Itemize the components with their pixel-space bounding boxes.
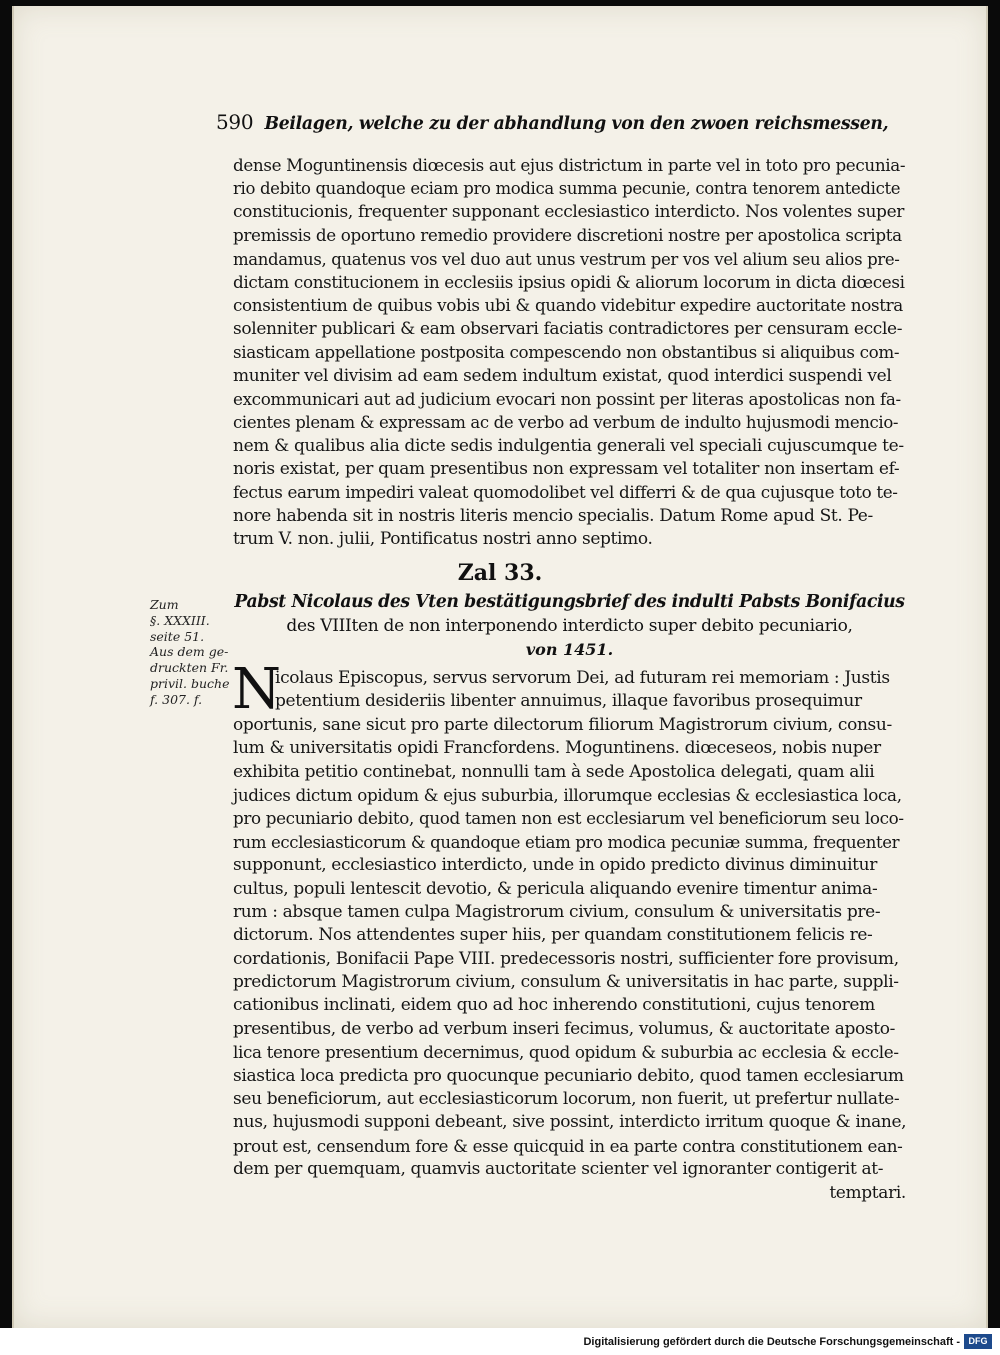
text-line: supponunt, ecclesiastico interdicto, unde in opido predicto divinus diminuitur — [233, 855, 878, 876]
text-line: cationibus inclinati, eidem quo ad hoc inherendo constitutioni, cujus tenorem — [233, 995, 875, 1016]
text-line: excommunicari aut ad judicium evocari non possint per literas apostolicas non fa- — [233, 388, 901, 409]
text-line: solenniter publicari & eam observari faciatis contradictores per censuram eccle- — [233, 318, 903, 339]
page-right-edge — [986, 6, 988, 1328]
margin-note — [150, 597, 234, 708]
text-line: nem & qualibus alia dicte sedis indulgentia generali vel speciali cujuscumque te- — [233, 435, 904, 456]
text-line: temptari. — [829, 1182, 906, 1203]
running-header — [216, 110, 896, 134]
text-line: seu beneficiorum, aut ecclesiasticorum locorum, non fuerit, ut prefertur nullate- — [233, 1089, 900, 1110]
text-line: cientes plenam & expressam ac de verbo ad verbum de indulto hujusmodi mencio- — [233, 413, 899, 433]
text-line: siasticam appellatione postposita compescendo non obstantibus si aliquibus com- — [233, 342, 900, 363]
funding-notice: Digitalisierung gefördert durch die Deutsche Forschungsgemeinschaft - — [583, 1336, 960, 1348]
text-line: consistentium de quibus vobis ubi & quando videbitur expedire auctoritate nostra — [233, 295, 903, 316]
text-line: rio debito quandoque eciam pro modica summa pecunie, contra tenorem antedicte — [233, 179, 901, 199]
text-line: mandamus, quatenus vos vel duo aut unus vestrum per vos vel alium seu alios pre- — [233, 249, 900, 269]
text-line: muniter vel divisim ad eam sedem indultum existat, quod interdici suspendi vel — [233, 365, 892, 386]
paragraph-1 — [233, 154, 906, 552]
text-line: judices dictum opidum & ejus suburbia, illorumque ecclesias & ecclesiastica loca, — [233, 784, 902, 805]
margin-note-line: Aus dem ge- — [150, 644, 229, 660]
paragraph-2 — [232, 657, 907, 1205]
page-number: 590 — [216, 110, 254, 134]
text-line: dictorum. Nos attendentes super hiis, per quandam constitutionem felicis re- — [233, 925, 873, 946]
text-line: dense Moguntinensis diœcesis aut ejus districtum in parte vel in toto pro pecunia- — [233, 155, 906, 175]
text-line: nore habenda sit in nostris literis mencio specialis. Datum Rome apud St. Pe- — [233, 505, 873, 526]
text-line: siastica loca predicta pro quocunque pecuniario debito, quod tamen ecclesiarum — [233, 1065, 904, 1086]
margin-note-line: f. 307. f. — [150, 691, 203, 707]
text-line: exhibita petitio continebat, nonnulli tam à sede Apostolica delegati, quam alii — [233, 761, 875, 782]
text-line: pro pecuniario debito, quod tamen non est ecclesiarum vel beneficiorum seu loco- — [233, 808, 904, 829]
margin-note-line: §. XXXIII. — [150, 612, 210, 628]
text-line: prout est, censendum fore & esse quicquid in ea parte contra constitutionem ean- — [233, 1135, 903, 1156]
text-line: lum & universitatis opidi Francfordens. Moguntinens. diœceseos, nobis nuper — [233, 738, 881, 759]
section-title-line: von 1451. — [525, 640, 614, 659]
text-line: dem per quemquam, quamvis auctoritate scienter vel ignoranter contigerit at- — [233, 1159, 884, 1180]
text-line: cultus, populi lentescit devotio, & pericula aliquando evenire timentur anima- — [233, 878, 878, 899]
section-number: Zal 33. — [457, 560, 543, 586]
text-line: constitucionis, frequenter supponant ecclesiastico interdicto. Nos volentes super — [233, 201, 905, 222]
margin-note-line: Zum — [150, 597, 179, 612]
text-line: petentium desideriis libenter annuimus, illaque favoribus prosequimur — [275, 691, 862, 712]
text-line: rum ecclesiasticorum & quandoque etiam pro modica pecuniæ summa, frequenter — [233, 832, 900, 852]
dfg-logo-icon: DFG — [964, 1334, 992, 1349]
text-line: lica tenore presentium decernimus, quod opidum & suburbia ac ecclesia & eccle- — [233, 1042, 899, 1063]
section-title — [233, 590, 906, 662]
drop-cap: N — [232, 657, 281, 722]
section-title-line: des VIIIten de non interponendo interdicto super debito pecuniario, — [286, 616, 853, 636]
text-line: cordationis, Bonifacii Pape VIII. predecessoris nostri, sufficienter fore provisum, — [233, 948, 899, 969]
text-line: trum V. non. julii, Pontificatus nostri anno septimo. — [233, 529, 653, 550]
margin-note-line: privil. buche — [150, 675, 230, 691]
footer-bar — [0, 1328, 1000, 1355]
text-line: noris existat, per quam presentibus non expressam vel totaliter non insertam ef- — [233, 459, 900, 480]
text-line: icolaus Episcopus, servus servorum Dei, ad futuram rei memoriam : Justis — [275, 668, 890, 688]
text-line: fectus earum impediri valeat quomodolibet vel differri & de qua cujusque toto te- — [233, 482, 898, 503]
text-line: nus, hujusmodi supponi debeant, sive possint, interdicto irritum quoque & inane, — [233, 1112, 907, 1133]
text-line: premissis de oportuno remedio providere discretioni nostre per apostolica scripta — [233, 225, 902, 246]
text-line: predictorum Magistrorum civium, consulum & universitatis in hac parte, suppli- — [233, 972, 899, 993]
text-line: dictam constitucionem in ecclesiis ipsius opidi & aliorum locorum in dicta diœcesi — [233, 271, 905, 292]
text-line: presentibus, de verbo ad verbum inseri fecimus, volumus, & auctoritate aposto- — [233, 1018, 896, 1039]
text-line: rum : absque tamen culpa Magistrorum civium, consulum & universitatis pre- — [233, 901, 881, 922]
text-line: oportunis, sane sicut pro parte dilectorum filiorum Magistrorum civium, consu- — [233, 714, 892, 735]
running-title: Beilagen, welche zu der abhandlung von den zwoen reichsmessen, — [264, 114, 889, 134]
section-title-line: Pabst Nicolaus des Vten bestätigungsbrief des indulti Pabsts Bonifacius — [234, 592, 905, 612]
margin-note-line: seite 51. — [150, 628, 205, 644]
margin-note-line: druckten Fr. — [150, 660, 229, 676]
page-left-edge — [12, 6, 14, 1328]
